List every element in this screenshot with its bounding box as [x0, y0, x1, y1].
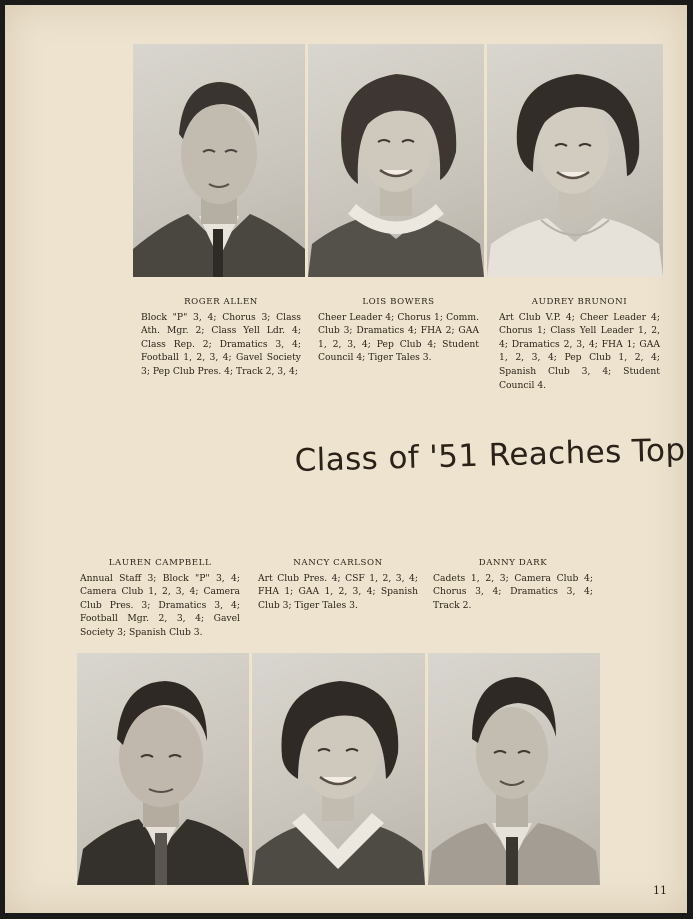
- student-activities: Cheer Leader 4; Chorus 1; Comm. Club 3; Dramatics 4; FHA 2; GAA 1, 2, 3, 4; Pep Club 4; Student Council 4; Tiger Tales 3.: [318, 311, 479, 364]
- caption-roger-allen: [141, 296, 301, 379]
- student-name: NANCY CARLSON: [293, 558, 383, 568]
- portrait-nancy-carlson: [252, 653, 425, 885]
- student-name: DANNY DARK: [478, 558, 548, 568]
- student-activities: Art Club Pres. 4; CSF 1, 2, 3, 4; FHA 1; GAA 1, 2, 3, 4; Spanish Club 3; Tiger Tales 3.: [258, 572, 418, 611]
- portrait-danny-dark: [428, 653, 600, 885]
- caption-lauren-campbell: [80, 557, 240, 640]
- caption-lois-bowers: [318, 296, 479, 365]
- page-number: 11: [653, 884, 667, 897]
- portrait-roger-allen: [133, 44, 305, 277]
- caption-nancy-carlson: [258, 557, 418, 612]
- student-name: ROGER ALLEN: [184, 297, 258, 307]
- student-name: LAUREN CAMPBELL: [108, 558, 212, 568]
- caption-danny-dark: [433, 557, 593, 612]
- yearbook-page: [5, 5, 687, 913]
- page-headline: Class of '51 Reaches Top: [294, 432, 686, 479]
- student-activities: Block "P" 3, 4; Chorus 3; Class Ath. Mgr. 2; Class Yell Ldr. 4; Class Rep. 2; Dramatics 3, 4; Football 1, 2, 3, 4; Gavel Society 3; Pep Club Pres. 4; Track 2, 3, 4;: [141, 311, 301, 377]
- portrait-lauren-campbell: [77, 653, 249, 885]
- student-name: LOIS BOWERS: [362, 297, 435, 307]
- student-activities: Cadets 1, 2, 3; Camera Club 4; Chorus 3, 4; Dramatics 3, 4; Track 2.: [433, 572, 593, 611]
- student-name: AUDREY BRUNONI: [531, 297, 628, 307]
- student-activities: Annual Staff 3; Block "P" 3, 4; Camera Club 1, 2, 3, 4; Camera Club Pres. 3; Dramatics 3, 4; Football Mgr. 2, 3, 4; Gavel Society 3; Spanish Club 3.: [80, 572, 240, 638]
- portrait-lois-bowers: [308, 44, 484, 277]
- student-activities: Art Club V.P. 4; Cheer Leader 4; Chorus 1; Class Yell Leader 1, 2, 4; Dramatics 2, 3, 4; FHA 1; GAA 1, 2, 3, 4; Pep Club 1, 2, 4; Spanish Club 3, 4; Student Council 4.: [499, 311, 660, 391]
- caption-audrey-brunoni: [499, 296, 660, 392]
- portrait-audrey-brunoni: [487, 44, 663, 277]
